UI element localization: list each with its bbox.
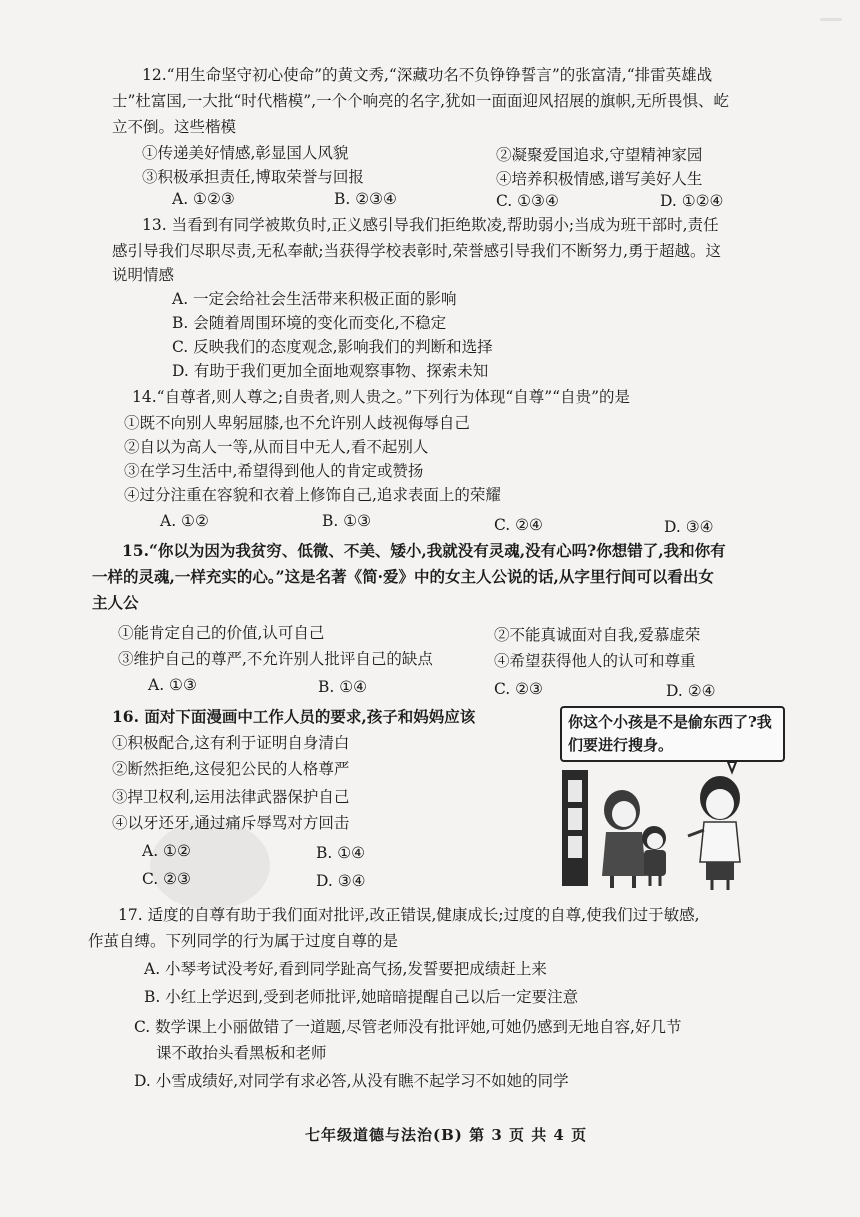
q15-statement-4: ④希望获得他人的认可和尊重 <box>494 652 696 670</box>
q16-statement-3: ③捍卫权利,运用法律武器保护自己 <box>112 788 350 806</box>
q14-option-a: A. ①② <box>160 512 209 530</box>
q15-option-d: D. ②④ <box>666 682 716 700</box>
q17-option-d: D. 小雪成绩好,对同学有求必答,从没有瞧不起学习不如她的同学 <box>134 1072 569 1090</box>
q16-option-c: C. ②③ <box>142 870 191 888</box>
q12-statement-3: ③积极承担责任,博取荣誉与回报 <box>142 168 364 186</box>
page-footer: 七年级道德与法治(B) 第 3 页 共 4 页 <box>305 1126 588 1144</box>
q15-statement-3: ③维护自己的尊严,不允许别人批评自己的缺点 <box>118 650 433 668</box>
q14-stem: 14.“自尊者,则人尊之;自贵者,则人贵之。”下列行为体现“自尊”“自贵”的是 <box>132 388 631 406</box>
q17-option-c-line1: C. 数学课上小丽做错了一道题,尽管老师没有批评她,可她仍感到无地自容,好几节 <box>134 1018 682 1036</box>
q12-statement-2: ②凝聚爱国追求,守望精神家园 <box>496 146 703 164</box>
q14-option-d: D. ③④ <box>664 518 714 536</box>
q16-option-a: A. ①② <box>142 842 191 860</box>
q15-option-a: A. ①③ <box>148 676 197 694</box>
q14-statement-3: ③在学习生活中,希望得到他人的肯定或赞扬 <box>124 462 424 480</box>
q17-option-c-line2: 课不敢抬头看黑板和老师 <box>156 1044 327 1062</box>
q12-stem-line1: 12.“用生命坚守初心使命”的黄文秀,“深藏功名不负铮铮誓言”的张富清,“排雷英雄战 <box>142 66 713 84</box>
q16-statement-2: ②断然拒绝,这侵犯公民的人格尊严 <box>112 760 350 778</box>
q13-stem-line3: 说明情感 <box>112 266 175 284</box>
q13-option-c: C. 反映我们的态度观念,影响我们的判断和选择 <box>172 338 493 356</box>
q12-option-a: A. ①②③ <box>172 190 235 208</box>
q12-stem-line2: 士”杜富国,一大批“时代楷模”,一个个响亮的名字,犹如一面面迎风招展的旗帜,无所畏惧、屹 <box>112 92 729 110</box>
q12-option-c: C. ①③④ <box>496 192 559 210</box>
q14-statement-2: ②自以为高人一等,从而目中无人,看不起别人 <box>124 438 429 456</box>
cartoon-illustration <box>560 706 790 896</box>
q13-option-a: A. 一定会给社会生活带来积极正面的影响 <box>172 290 457 308</box>
q14-statement-4: ④过分注重在容貌和衣着上修饰自己,追求表面上的荣耀 <box>124 486 501 504</box>
q13-option-d: D. 有助于我们更加全面地观察事物、探索未知 <box>172 362 489 380</box>
q12-option-d: D. ①②④ <box>660 192 724 210</box>
q15-stem-line1: 15.“你以为因为我贫穷、低微、不美、矮小,我就没有灵魂,没有心吗?你想错了,我和你有 <box>122 541 726 560</box>
q15-statement-1: ①能肯定自己的价值,认可自己 <box>118 624 325 642</box>
scan-artifact <box>820 18 842 21</box>
q13-option-b: B. 会随着周围环境的变化而变化,不稳定 <box>172 314 447 332</box>
q13-stem-line2: 感引导我们尽职尽责,无私奉献;当获得学校表彰时,荣誉感引导我们不断努力,勇于超越。这 <box>112 242 722 260</box>
q17-option-a: A. 小琴考试没考好,看到同学趾高气扬,发誓要把成绩赶上来 <box>144 960 547 978</box>
q16-statement-1: ①积极配合,这有利于证明自身清白 <box>112 734 350 752</box>
q17-option-b: B. 小红上学迟到,受到老师批评,她暗暗提醒自己以后一定要注意 <box>144 988 579 1006</box>
q17-stem-line1: 17. 适度的自尊有助于我们面对批评,改正错误,健康成长;过度的自尊,使我们过于敏感, <box>118 906 700 924</box>
q15-stem-line2: 一样的灵魂,一样充实的心。”这是名著《简·爱》中的女主人公说的话,从字里行间可以看出女 <box>92 567 714 586</box>
q15-statement-2: ②不能真诚面对自我,爱慕虚荣 <box>494 626 701 644</box>
q16-stem: 16. 面对下面漫画中工作人员的要求,孩子和妈妈应该 <box>112 707 476 726</box>
q15-option-c: C. ②③ <box>494 680 543 698</box>
q17-stem-line2: 作茧自缚。下列同学的行为属于过度自尊的是 <box>88 932 399 950</box>
q16-option-b: B. ①④ <box>316 844 366 862</box>
q12-statement-1: ①传递美好情感,彰显国人风貌 <box>142 144 349 162</box>
q14-option-b: B. ①③ <box>322 512 372 530</box>
q14-statement-1: ①既不向别人卑躬屈膝,也不允许别人歧视侮辱自己 <box>124 414 470 432</box>
q16-cartoon <box>560 706 790 896</box>
q16-option-d: D. ③④ <box>316 872 366 890</box>
q14-option-c: C. ②④ <box>494 516 543 534</box>
q12-stem-line3: 立不倒。这些楷模 <box>112 118 237 136</box>
q12-statement-4: ④培养积极情感,谱写美好人生 <box>496 170 703 188</box>
q13-stem-line1: 13. 当看到有同学被欺负时,正义感引导我们拒绝欺凌,帮助弱小;当成为班干部时,责任 <box>142 216 719 234</box>
speech-bubble: 你这个小孩是不是偷东西了?我们要进行搜身。 <box>560 706 785 762</box>
q15-option-b: B. ①④ <box>318 678 368 696</box>
q12-option-b: B. ②③④ <box>334 190 397 208</box>
q15-stem-line3: 主人公 <box>92 593 139 612</box>
q16-statement-4: ④以牙还牙,通过痛斥辱骂对方回击 <box>112 814 350 832</box>
scan-shadow <box>150 820 270 910</box>
